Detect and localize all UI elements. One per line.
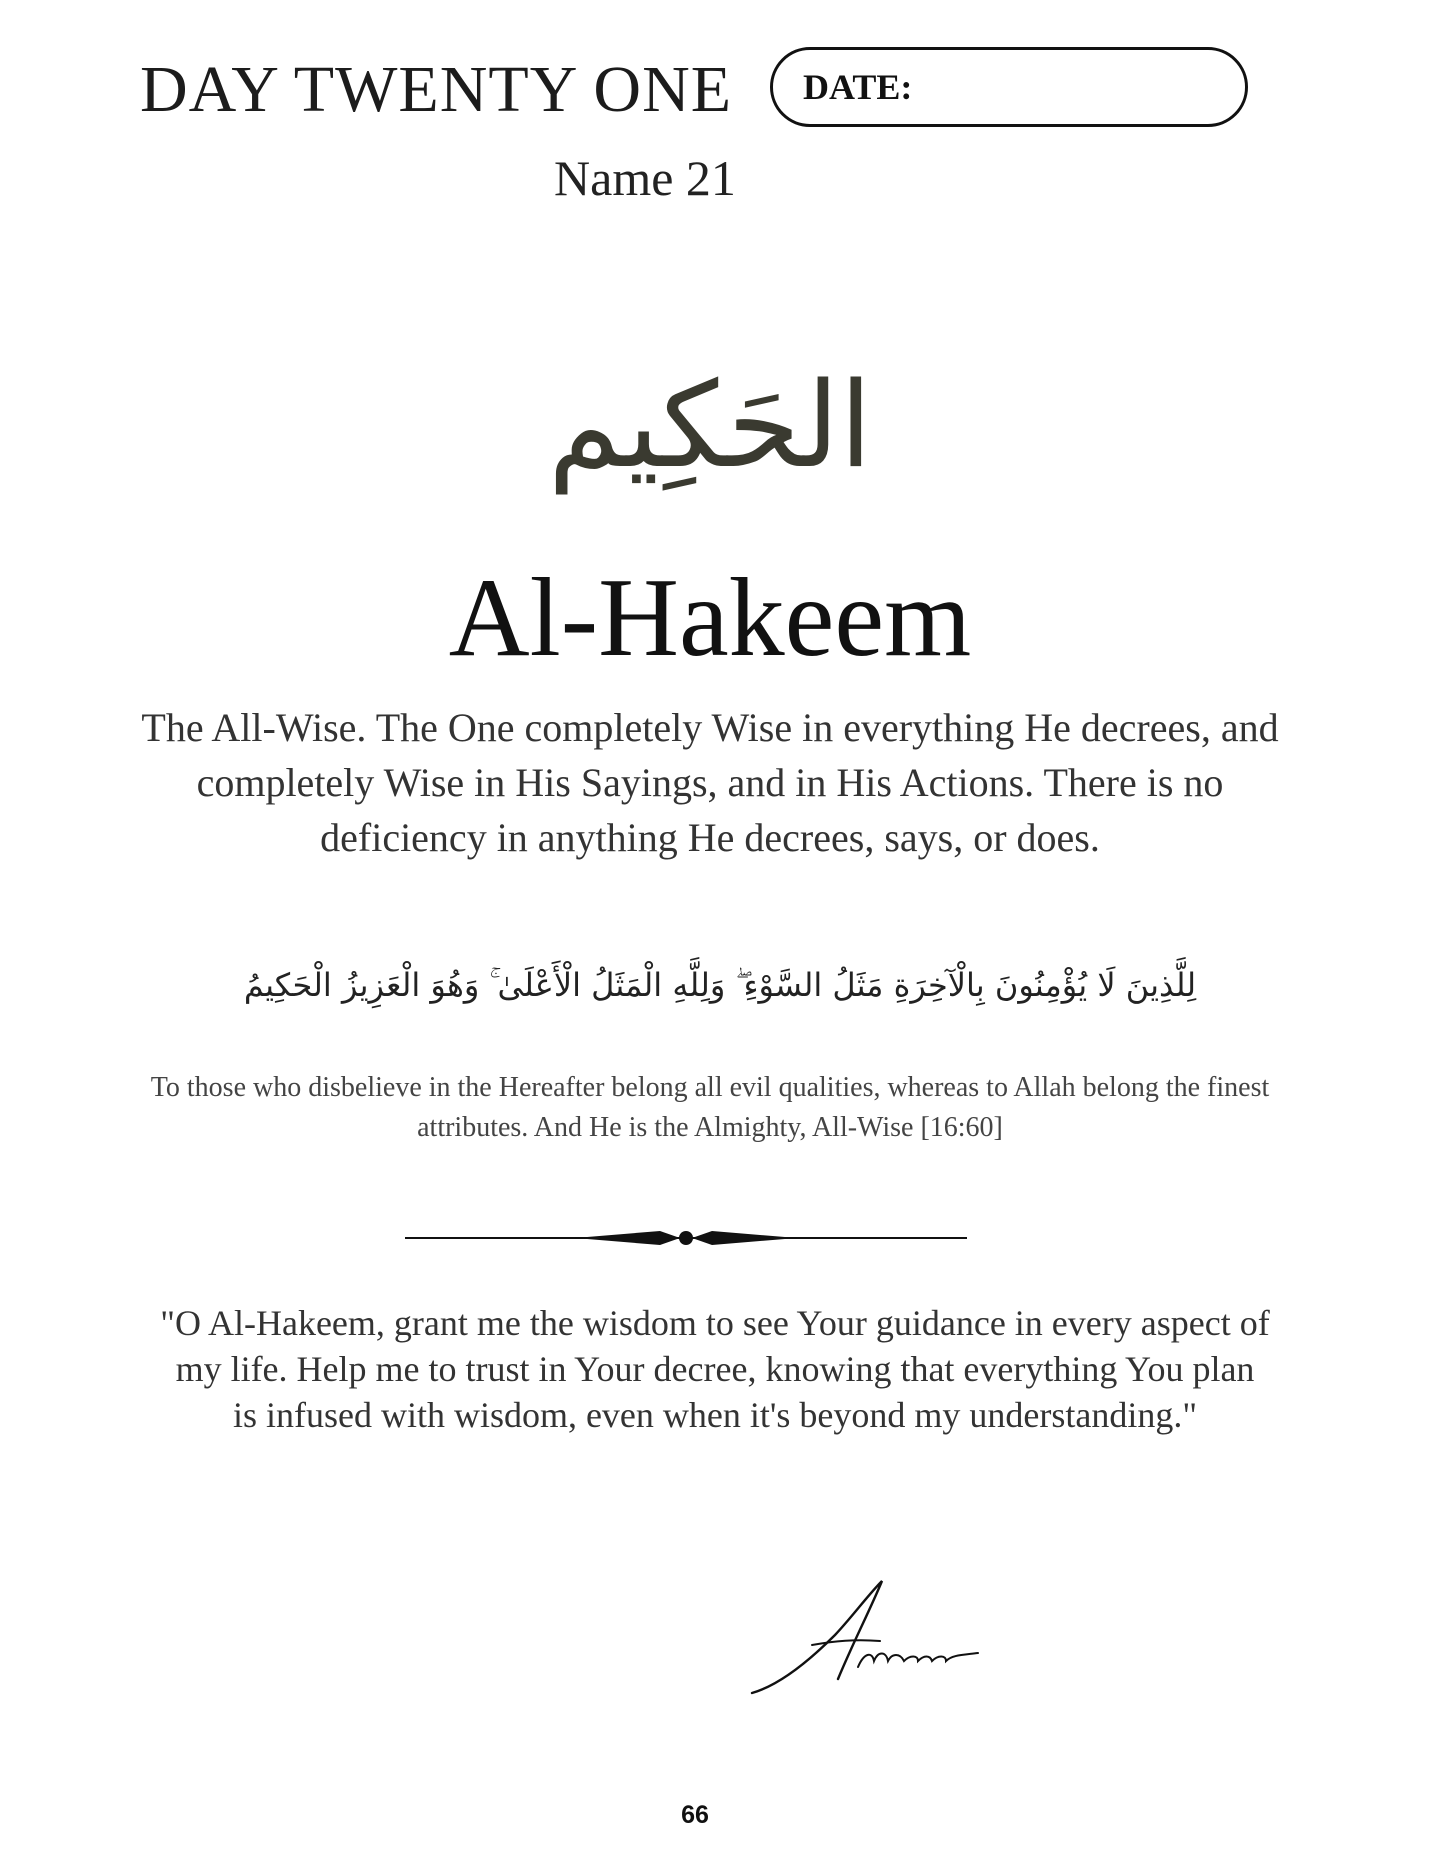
ornamental-divider [405, 1218, 967, 1258]
name-meaning: The All-Wise. The One completely Wise in everything He decrees, and completely Wise in His Sayings, and in His Actions. There is no deficiency in anything He decrees, says, or does. [141, 705, 1279, 860]
day-title: DAY TWENTY ONE [140, 53, 733, 126]
verse-translation: To those who disbelieve in the Hereafter belong all evil qualities, whereas to Allah belong the finest attributes. And He is the Almighty, All-Wise [16:60] [150, 1072, 1270, 1143]
date-label: DATE: [803, 67, 913, 107]
ameen-signature [740, 1575, 990, 1705]
date-field[interactable] [770, 47, 1248, 127]
dua-text: "O Al-Hakeem, grant me the wisdom to see Your guidance in every aspect of my life. Help me to trust in Your decree, knowing that everything You plan is infused with wisdom, even when it's beyond my understanding." [160, 1303, 1270, 1435]
name-transliteration: Al-Hakeem [448, 556, 972, 680]
page-number: 66 [681, 1801, 709, 1829]
arabic-name: الحَكِيم [547, 356, 873, 494]
name-number-label: Name 21 [554, 150, 736, 206]
verse-arabic: لِلَّذِينَ لَا يُؤْمِنُونَ بِالْآخِرَةِ مَثَلُ السَّوْءِ ۖ وَلِلَّهِ الْمَثَلُ الْأَعْلَىٰ ۚ وَهُوَ الْعَزِيزُ الْحَكِيمُ [243, 966, 1197, 1004]
